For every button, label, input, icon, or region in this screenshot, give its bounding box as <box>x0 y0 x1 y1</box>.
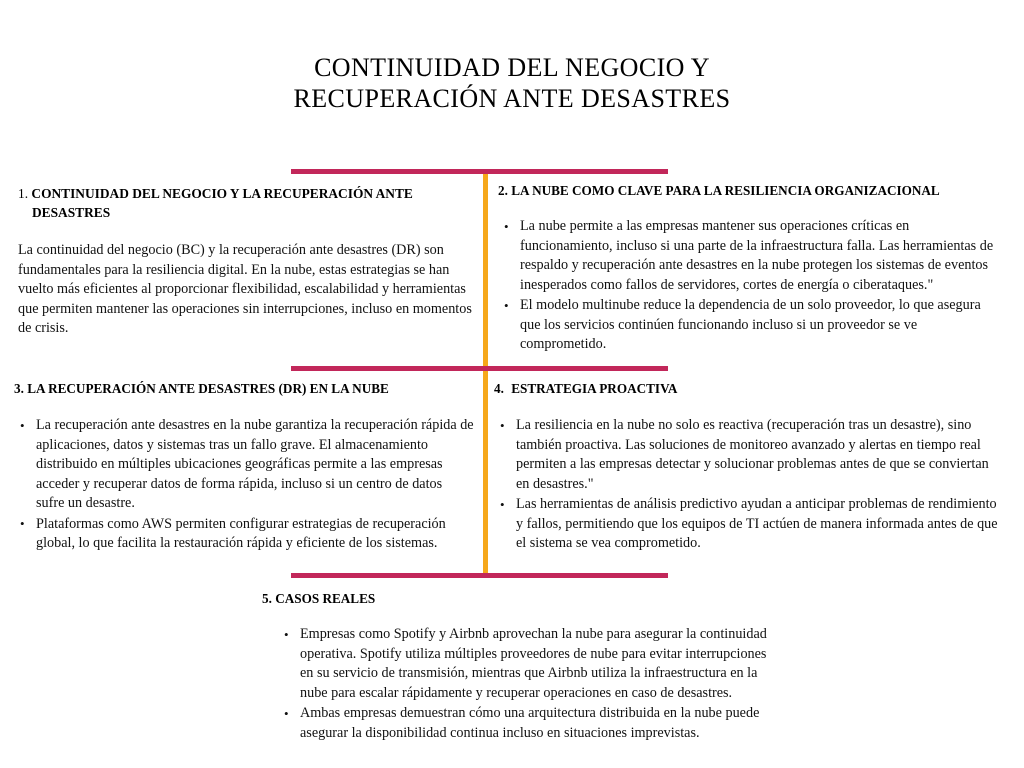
list-item: • Plataformas como AWS permiten configurar estrategias de recuperación global, lo que facilita la restauración rápida y eficiente de los sistemas. <box>14 515 474 554</box>
section-3-number: 3. <box>14 381 24 396</box>
divider-bottom-crimson <box>291 573 668 578</box>
section-5-number: 5. <box>262 591 272 606</box>
section-1-heading <box>18 184 473 222</box>
page-title-line-2: RECUPERACIÓN ANTE DESASTRES <box>293 84 731 113</box>
section-continuidad-negocio <box>18 184 473 339</box>
list-item: • La resiliencia en la nube no solo es reactiva (recuperación tras un desastre), sino también proactiva. Las soluciones de monitoreo avanzado y alertas en tiempo real permiten a las empresas detectar y solucionar problemas antes de que se conviertan en desastres." <box>494 416 1004 494</box>
page-title <box>0 52 1024 114</box>
list-item: • El modelo multinube reduce la dependencia de un solo proveedor, lo que asegura que los servicios continúen funcionando incluso si un proveedor se ve comprometido. <box>498 296 1003 355</box>
section-1-heading-text: CONTINUIDAD DEL NEGOCIO Y LA RECUPERACIÓN ANTE DESASTRES <box>31 186 413 220</box>
section-nube-resiliencia <box>498 182 1003 356</box>
section-5-bullet-list <box>262 625 782 743</box>
list-item: • La nube permite a las empresas mantener sus operaciones críticas en funcionamiento, incluso si una parte de la infraestructura falla. Las herramientas de respaldo y recuperación ante desastres en la nube protegen los sistemas de eventos inesperados como fallos de servidores, cortes de energía o ciberataques." <box>498 217 1003 295</box>
section-casos-reales <box>262 590 782 744</box>
section-4-number: 4. <box>494 381 504 396</box>
section-2-heading-text: LA NUBE COMO CLAVE PARA LA RESILIENCIA ORGANIZACIONAL <box>511 183 940 198</box>
divider-top-crimson <box>291 169 668 174</box>
divider-vertical-orange-lower <box>483 371 488 573</box>
section-recuperacion-desastres <box>14 380 474 555</box>
section-2-bullet-list <box>498 217 1003 355</box>
section-4-heading <box>494 380 1004 398</box>
section-1-number: 1. <box>18 186 29 201</box>
list-item: • Empresas como Spotify y Airbnb aprovechan la nube para asegurar la continuidad operativa. Spotify utiliza múltiples proveedores de nube para evitar interrupciones en su servicio de transmisión, mientras que Airbnb utiliza la infraestructura en la nube para escalar rápidamente y recuperar operaciones en caso de desastres. <box>278 625 782 703</box>
section-3-heading-text: LA RECUPERACIÓN ANTE DESASTRES (DR) EN LA NUBE <box>27 381 389 396</box>
section-3-heading <box>14 380 474 398</box>
divider-middle-crimson <box>291 366 668 371</box>
section-3-bullet-list <box>14 416 474 554</box>
section-2-number: 2. <box>498 183 508 198</box>
page-title-line-1: CONTINUIDAD DEL NEGOCIO Y <box>314 53 710 82</box>
section-1-paragraph: La continuidad del negocio (BC) y la recuperación ante desastres (DR) son fundamentales para la resiliencia digital. En la nube, estas estrategias se han vuelto más eficientes al proporcionar flexibilidad, escalabilidad y herramientas que permiten mantener las operaciones sin interrupciones, incluso en momentos de crisis. <box>18 242 472 336</box>
section-4-bullet-list <box>494 416 1004 554</box>
list-item: • Ambas empresas demuestran cómo una arquitectura distribuida en la nube puede asegurar la disponibilidad continua incluso en situaciones imprevistas. <box>278 704 782 743</box>
section-4-heading-text: ESTRATEGIA PROACTIVA <box>511 381 678 396</box>
divider-vertical-orange-upper <box>483 174 488 366</box>
section-5-heading <box>262 590 782 608</box>
section-5-heading-text: CASOS REALES <box>275 591 376 606</box>
list-item: • La recuperación ante desastres en la nube garantiza la recuperación rápida de aplicaciones, datos y sistemas tras un fallo grave. El almacenamiento distribuido en múltiples ubicaciones geográficas permite a las empresas acceder y recuperar datos de forma rápida, incluso si un centro de datos sufre un desastre. <box>14 416 474 514</box>
section-estrategia-proactiva <box>494 380 1004 555</box>
list-item: • Las herramientas de análisis predictivo ayudan a anticipar problemas de rendimiento y fallos, permitiendo que los equipos de TI actúen de manera informada antes de que el sistema se vea comprometido. <box>494 495 1004 554</box>
section-2-heading <box>498 182 1003 200</box>
